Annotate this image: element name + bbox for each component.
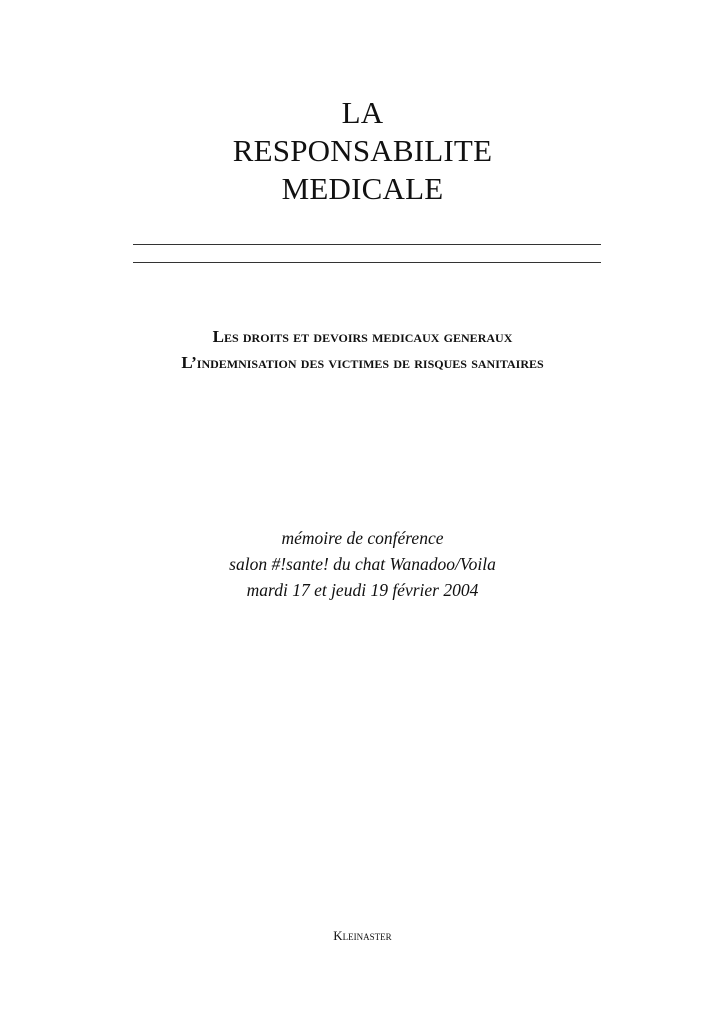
conference-line-3: mardi 17 et jeudi 19 février 2004: [246, 580, 479, 600]
title-rule-bottom: [133, 262, 601, 263]
subtitle-line-2: L’indemnisation des victimes de risques sanitaires: [181, 353, 544, 372]
conference-info: [0, 525, 725, 603]
title-line-3: MEDICALE: [281, 171, 444, 206]
document-title: [0, 94, 725, 208]
subtitle-line-1: Les droits et devoirs medicaux generaux: [212, 327, 513, 346]
title-rule-top: [133, 244, 601, 245]
document-subtitle: [0, 324, 725, 376]
title-line-1: LA: [341, 95, 384, 130]
conference-line-1: mémoire de conférence: [281, 528, 444, 548]
title-line-2: RESPONSABILITE: [232, 133, 493, 168]
author-name: Kleinaster: [333, 928, 392, 943]
conference-line-2: salon #!sante! du chat Wanadoo/Voila: [229, 554, 496, 574]
